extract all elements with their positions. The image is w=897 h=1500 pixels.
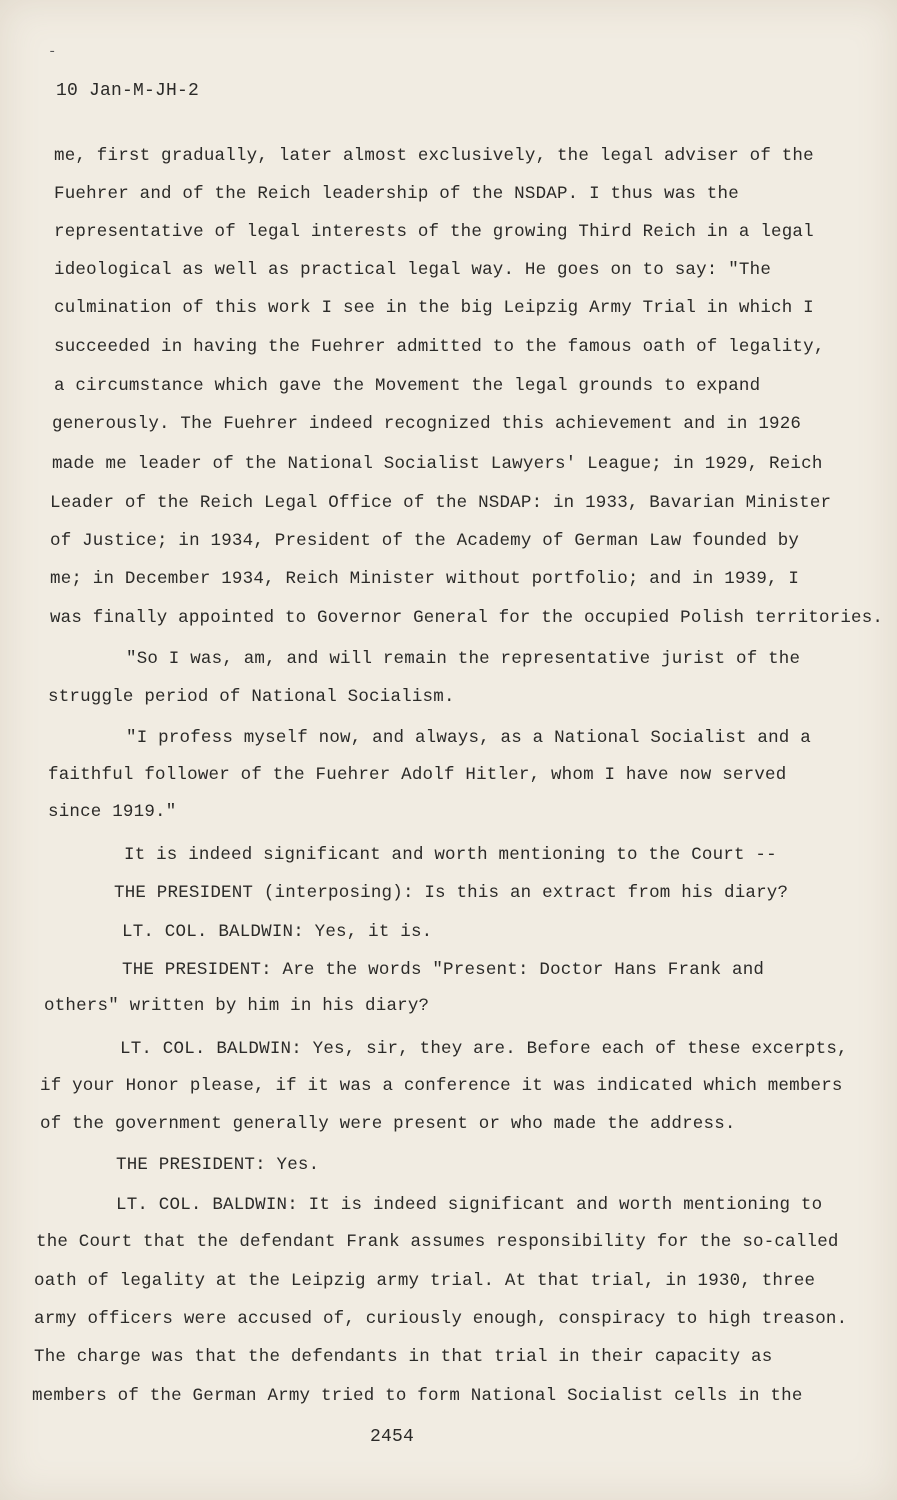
text-line: "So I was, am, and will remain the representative jurist of the: [126, 649, 801, 669]
text-line: LT. COL. BALDWIN: Yes, it is.: [122, 922, 433, 942]
text-line: a circumstance which gave the Movement the legal grounds to expand: [54, 376, 761, 396]
text-line: of Justice; in 1934, President of the Academy of German Law founded by: [50, 531, 800, 551]
text-line: army officers were accused of, curiously enough, conspiracy to high treason.: [34, 1309, 848, 1329]
text-line: faithful follower of the Fuehrer Adolf Hitler, whom I have now served: [48, 765, 787, 785]
text-line: made me leader of the National Socialist Lawyers' League; in 1929, Reich: [52, 454, 823, 474]
text-line: LT. COL. BALDWIN: Yes, sir, they are. Before each of these excerpts,: [120, 1039, 848, 1059]
text-line: me, first gradually, later almost exclusively, the legal adviser of the: [54, 146, 814, 166]
text-line: It is indeed significant and worth mentioning to the Court --: [124, 845, 777, 865]
margin-mark: -: [48, 44, 57, 60]
text-line: representative of legal interests of the growing Third Reich in a legal: [54, 222, 814, 242]
text-line: THE PRESIDENT (interposing): Is this an extract from his diary?: [114, 883, 789, 903]
text-line: culmination of this work I see in the big Leipzig Army Trial in which I: [54, 298, 814, 318]
text-line: members of the German Army tried to form National Socialist cells in the: [32, 1386, 803, 1406]
text-line: if your Honor please, if it was a conference it was indicated which members: [40, 1076, 843, 1096]
text-line: THE PRESIDENT: Yes.: [116, 1155, 320, 1175]
text-line: generously. The Fuehrer indeed recognized this achievement and in 1926: [52, 414, 802, 434]
text-line: Leader of the Reich Legal Office of the NSDAP: in 1933, Bavarian Minister: [50, 493, 832, 513]
text-line: of the government generally were present or who made the address.: [40, 1114, 736, 1134]
text-line: LT. COL. BALDWIN: It is indeed significant and worth mentioning to: [116, 1195, 823, 1215]
text-line: me; in December 1934, Reich Minister without portfolio; and in 1939, I: [50, 569, 800, 589]
text-line: succeeded in having the Fuehrer admitted to the famous oath of legality,: [54, 337, 825, 357]
text-line: The charge was that the defendants in that trial in their capacity as: [34, 1347, 773, 1367]
text-line: struggle period of National Socialism.: [48, 687, 455, 707]
text-line: oath of legality at the Leipzig army trial. At that trial, in 1930, three: [34, 1271, 816, 1291]
text-line: since 1919.": [48, 802, 177, 822]
text-line: the Court that the defendant Frank assumes responsibility for the so-called: [36, 1232, 839, 1252]
text-line: Fuehrer and of the Reich leadership of the NSDAP. I thus was the: [54, 184, 739, 204]
text-line: ideological as well as practical legal way. He goes on to say: "The: [54, 260, 772, 280]
text-line: "I profess myself now, and always, as a National Socialist and a: [126, 728, 811, 748]
page-number: 2454: [370, 1427, 415, 1447]
text-line: THE PRESIDENT: Are the words "Present: Doctor Hans Frank and: [122, 960, 765, 980]
text-line: others" written by him in his diary?: [44, 996, 430, 1016]
document-reference: 10 Jan-M-JH-2: [56, 81, 200, 101]
text-line: was finally appointed to Governor General for the occupied Polish territories.: [50, 608, 884, 628]
